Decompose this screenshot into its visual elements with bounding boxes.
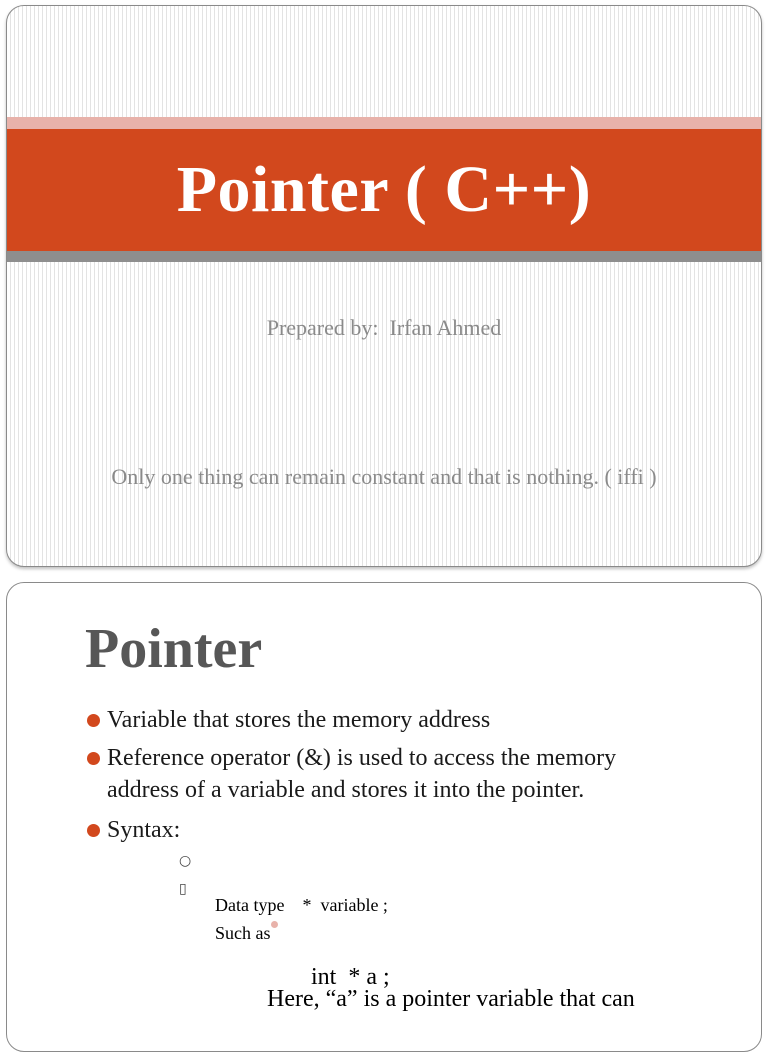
bullet-dot-icon [87,752,100,765]
circle-bullet-icon: ○ [179,853,192,869]
bullet-item [87,704,490,736]
slide-quote: Only one thing can remain constant and that is nothing. ( iffi ) [111,464,657,489]
bullet-item [87,742,616,806]
title-slide [6,5,762,567]
bullet-text: Variable that stores the memory address [107,707,491,733]
bullet-dot-icon [87,824,100,837]
explanation-text: Here, “a” is a pointer variable that can [267,986,635,1012]
sub-bullet-text: Such as [215,923,271,943]
content-slide [6,582,762,1052]
small-dot-bullet-icon [271,921,278,928]
sub-bullet-item [179,878,271,966]
box-bullet-icon: ▯ [179,881,187,897]
title-band-bottom-stripe [7,251,761,262]
title-band-top-stripe [7,117,761,129]
slide-title: Pointer ( C++) [176,153,592,226]
bullet-text: Syntax: [107,817,181,843]
slide-heading: Pointer [85,618,263,680]
bullet-item [87,814,180,846]
bullet-text: Reference operator (&) is used to access the memory address of a variable and stores it into the pointer. [107,745,617,803]
title-band [7,129,761,251]
code-text: int * a ; [311,964,390,990]
sub-bullet-text: Data type * variable ; [215,895,388,915]
slide-subtitle: Prepared by: Irfan Ahmed [266,315,502,340]
bullet-dot-icon [87,714,100,727]
